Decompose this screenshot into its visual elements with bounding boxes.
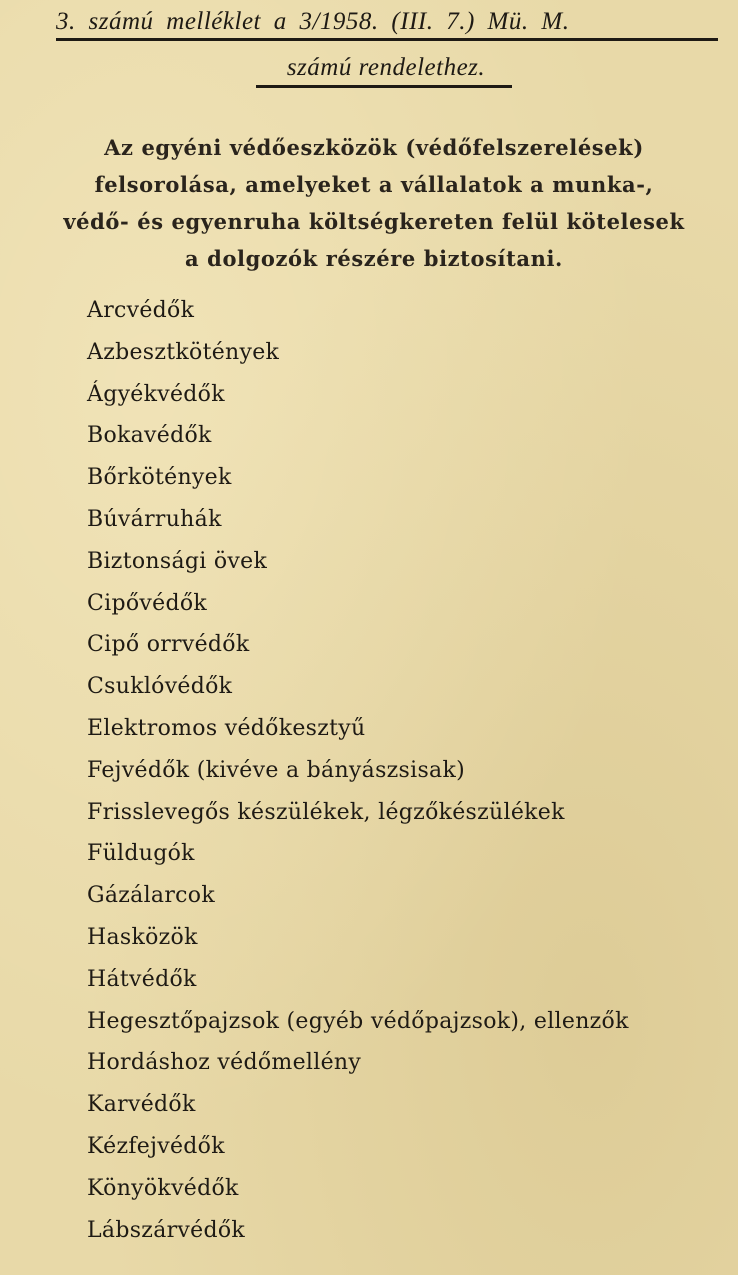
list-item: Füldugók <box>87 841 195 867</box>
intro-line: a dolgozók részére biztosítani. <box>185 246 563 271</box>
list-item: Gázálarcok <box>87 883 215 909</box>
header-subtitle-underline <box>256 85 512 88</box>
list-item: Cipővédők <box>87 590 208 616</box>
list-item: Biztonsági övek <box>87 548 268 574</box>
list-item: Karvédők <box>87 1092 196 1118</box>
list-item: Fejvédők (kivéve a bányászsisak) <box>87 757 465 783</box>
intro-line: védő- és egyenruha költségkereten felül kötelesek <box>63 209 685 234</box>
list-item: Kézfejvédők <box>87 1133 225 1159</box>
intro-line: Az egyéni védőeszközök (védőfelszerelések) <box>104 135 644 160</box>
list-item: Lábszárvédők <box>87 1217 246 1243</box>
list-item: Hátvédők <box>87 966 197 992</box>
protective-equipment-list <box>87 290 727 1251</box>
list-item: Cipő orrvédők <box>87 632 250 658</box>
list-item: Ágyékvédők <box>87 381 225 407</box>
list-item: Azbesztkötények <box>87 339 280 365</box>
list-item: Bőrkötények <box>87 465 232 491</box>
intro-paragraph <box>40 129 708 277</box>
list-item: Elektromos védőkesztyű <box>87 715 366 741</box>
list-item: Frisslevegős készülékek, légzőkészülékek <box>87 799 565 825</box>
list-item: Arcvédők <box>87 298 195 323</box>
list-item: Könyökvédők <box>87 1175 239 1201</box>
header-title: 3. számú melléklet a 3/1958. (III. 7.) Mü. M. <box>56 8 570 35</box>
list-item: Búvárruhák <box>87 506 222 532</box>
list-item: Hasközök <box>87 924 198 950</box>
header-subtitle: számú rendelethez. <box>286 54 486 81</box>
list-item: Csuklóvédők <box>87 674 233 700</box>
list-item: Bokavédők <box>87 423 212 449</box>
list-item: Hordáshoz védőmellény <box>87 1050 362 1076</box>
header-divider <box>56 38 718 41</box>
list-item: Hegesztőpajzsok (egyéb védőpajzsok), ellenzők <box>87 1008 629 1034</box>
intro-line: felsorolása, amelyeket a vállalatok a munka-, <box>94 172 654 197</box>
